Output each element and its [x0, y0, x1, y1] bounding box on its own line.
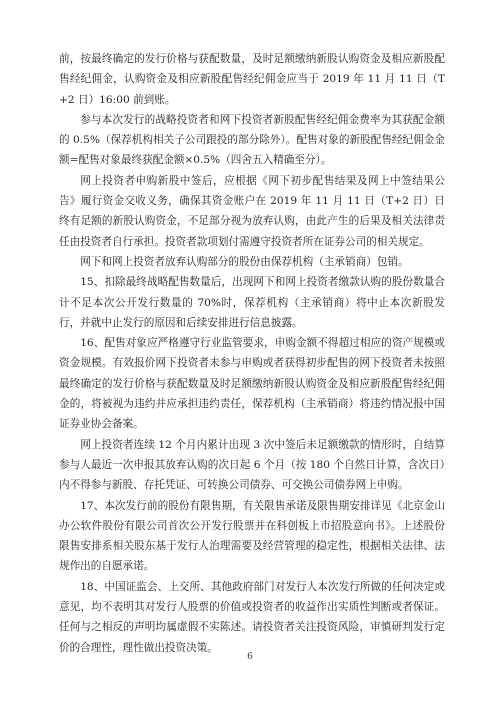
- paragraph-5: 15、扣除最终战略配售数量后，出现网下和网上投资者缴款认购的股份数量合计不足本次公开发行数量的 70%时，保荐机构（主承销商）将中止本次新股发行，并就中止发行的原因和后续安排进行信息披露。: [59, 276, 445, 329]
- page-number: 6: [247, 652, 253, 662]
- document-body: [59, 49, 445, 658]
- paragraph-6: 16、配售对象应严格遵守行业监管要求，申购金额不得超过相应的资产规模或资金规模。有效报价网下投资者未参与申购或者获得初步配售的网下投资者未按照最终确定的发行价格与获配数量及时足额缴纳新股认购资金及相应新股配售经纪佣金的，将被视为违约并应承担违约责任，保荐机构（主承销商）将违约情况报中国证券业协会备案。: [59, 337, 445, 431]
- paragraph-3: 网上投资者申购新股中签后，应根据《网下初步配售结果及网上中签结果公告》履行资金交收义务，确保其资金账户在 2019 年 11 月 11 日（T+2 日）日终有足额的新股认购资金，不足部分视为放弃认购，由此产生的后果及相关法律责任由投资者自行承担。投资者款项划付需遵守投资者所在证券公司的相关规定。: [59, 174, 445, 248]
- paragraph-8: 17、本次发行前的股份有限售期，有关限售承诺及限售期安排详见《北京金山办公软件股份有限公司首次公开发行股票并在科创板上市招股意向书》。上述股份限售安排系相关股东基于发行人治理需要及经营管理的稳定性，根据相关法律、法规作出的自愿承诺。: [59, 499, 445, 573]
- paragraph-4: 网下和网上投资者放弃认购部分的股份由保荐机构（主承销商）包销。: [80, 255, 409, 268]
- paragraph-1: 前，按最终确定的发行价格与获配数量，及时足额缴纳新股认购资金及相应新股配售经纪佣金，认购资金及相应新股配售经纪佣金应当于 2019 年 11 月 11 日（T+2 日）16:00 前到账。: [59, 53, 445, 106]
- paragraph-7: 网上投资者连续 12 个月内累计出现 3 次中签后未足额缴款的情形时，自结算参与人最近一次申报其放弃认购的次日起 6 个月（按 180 个自然日计算，含次日）内不得参与新股、存托凭证、可转换公司债券、可交换公司债券网上申购。: [59, 438, 445, 492]
- paragraph-2: 参与本次发行的战略投资者和网下投资者新股配售经纪佣金费率为其获配金额的 0.5%（保荐机构相关子公司跟投的部分除外）。配售对象的新股配售经纪佣金金额=配售对象最终获配金额×0.5%（四舍五入精确至分）。: [59, 113, 445, 167]
- paragraph-9: 18、中国证监会、上交所、其他政府部门对发行人本次发行所做的任何决定或意见，均不表明其对发行人股票的价值或投资者的收益作出实质性判断或者保证。任何与之相反的声明均属虚假不实陈述。请投资者关注投资风险，审慎研判发行定价的合理性，理性做出投资决策。: [59, 580, 445, 654]
